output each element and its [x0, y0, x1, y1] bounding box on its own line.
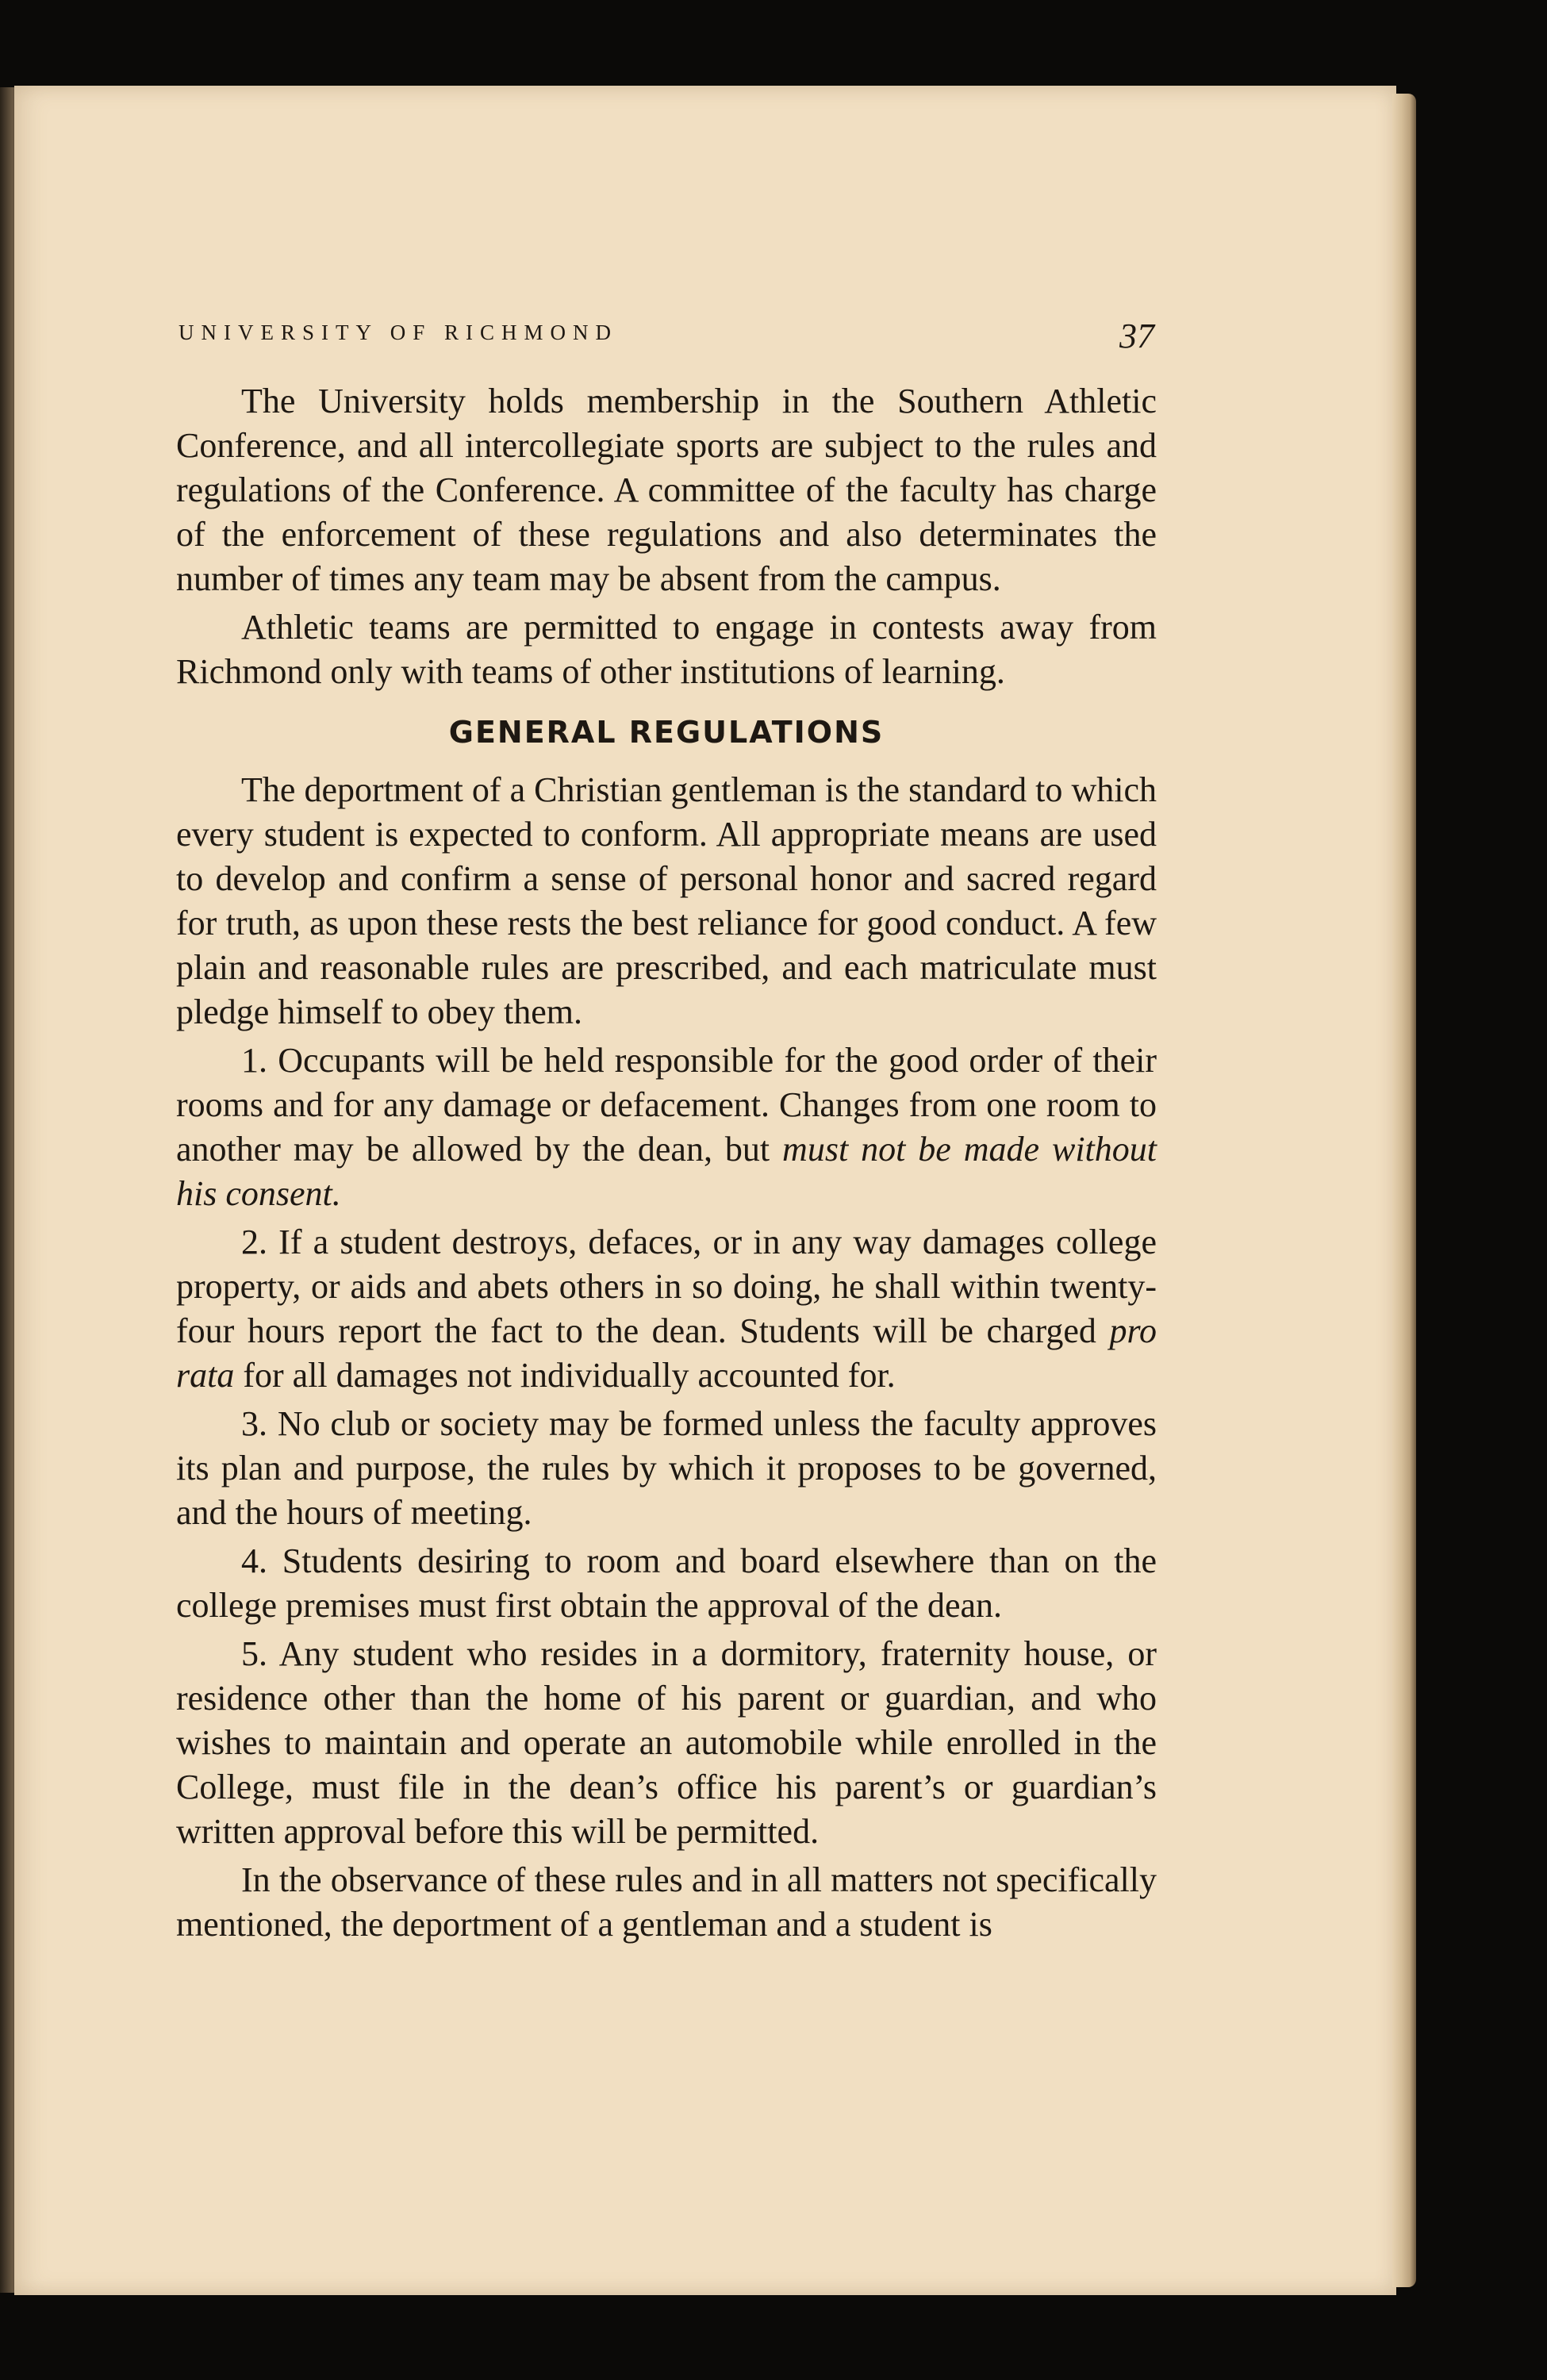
- paragraph-athletic-conference: The University holds membership in the Southern Athletic Conference, and all intercollegiate sports are subject to the rules and regulations of the Conference. A committee of the faculty has charge of the enforcement of these regulations and also determinates the number of times any team may be absent from the campus.: [176, 382, 1157, 598]
- rule-1: [176, 1038, 1157, 1216]
- page-stack-edge: [1392, 94, 1416, 2287]
- page-number: 37: [1119, 317, 1154, 355]
- rule-2: [176, 1220, 1157, 1398]
- rule-1-text: 1. Occupants will be held responsible for the good order of their rooms and for any damage or defacement. Changes from one room to another may be allowed by the dean, but: [176, 1041, 1157, 1169]
- rule-2-text-before: 2. If a student destroys, defaces, or in any way damages college property, or aids and abets others in so doing, he shall within twenty-four hours report the fact to the dean. Students will be charged: [176, 1223, 1157, 1350]
- paragraph-deportment: The deportment of a Christian gentleman is the standard to which every student is expected to conform. All appropriate means are used to develop and confirm a sense of personal honor and sacred regard for truth, as upon these rests the best reliance for good conduct. A few plain and reasonable rules are prescribed, and each matriculate must pledge himself to obey them.: [176, 770, 1157, 1031]
- running-head: [178, 316, 1154, 363]
- section-heading: GENERAL REGULATIONS: [448, 715, 885, 750]
- rule-2-text-after: for all damages not individually accounted for.: [234, 1356, 896, 1395]
- rule-5: 5. Any student who resides in a dormitory, fraternity house, or residence other than the home of his parent or guardian, and who wishes to maintain and operate an automobile while enrolled in the College, must file in the dean’s office his parent’s or guardian’s written approval before this will be permitted.: [176, 1634, 1157, 1851]
- running-head-title: UNIVERSITY OF RICHMOND: [178, 321, 619, 344]
- paragraph-athletic-teams: Athletic teams are permitted to engage in contests away from Richmond only with teams of other institutions of learning.: [176, 608, 1157, 691]
- page-body: [176, 379, 1157, 1951]
- rule-3: 3. No club or society may be formed unless the faculty approves its plan and purpose, the rules by which it proposes to be governed, and the hours of meeting.: [176, 1404, 1157, 1532]
- rule-4: 4. Students desiring to room and board elsewhere than on the college premises must first obtain the approval of the dean.: [176, 1541, 1157, 1625]
- rule-2-emphasis: pro rata: [176, 1311, 1157, 1395]
- paragraph-closing: In the observance of these rules and in all matters not specifically mentioned, the deportment of a gentleman and a student is: [176, 1860, 1157, 1944]
- rule-1-emphasis: must not be made without his consent.: [176, 1130, 1157, 1213]
